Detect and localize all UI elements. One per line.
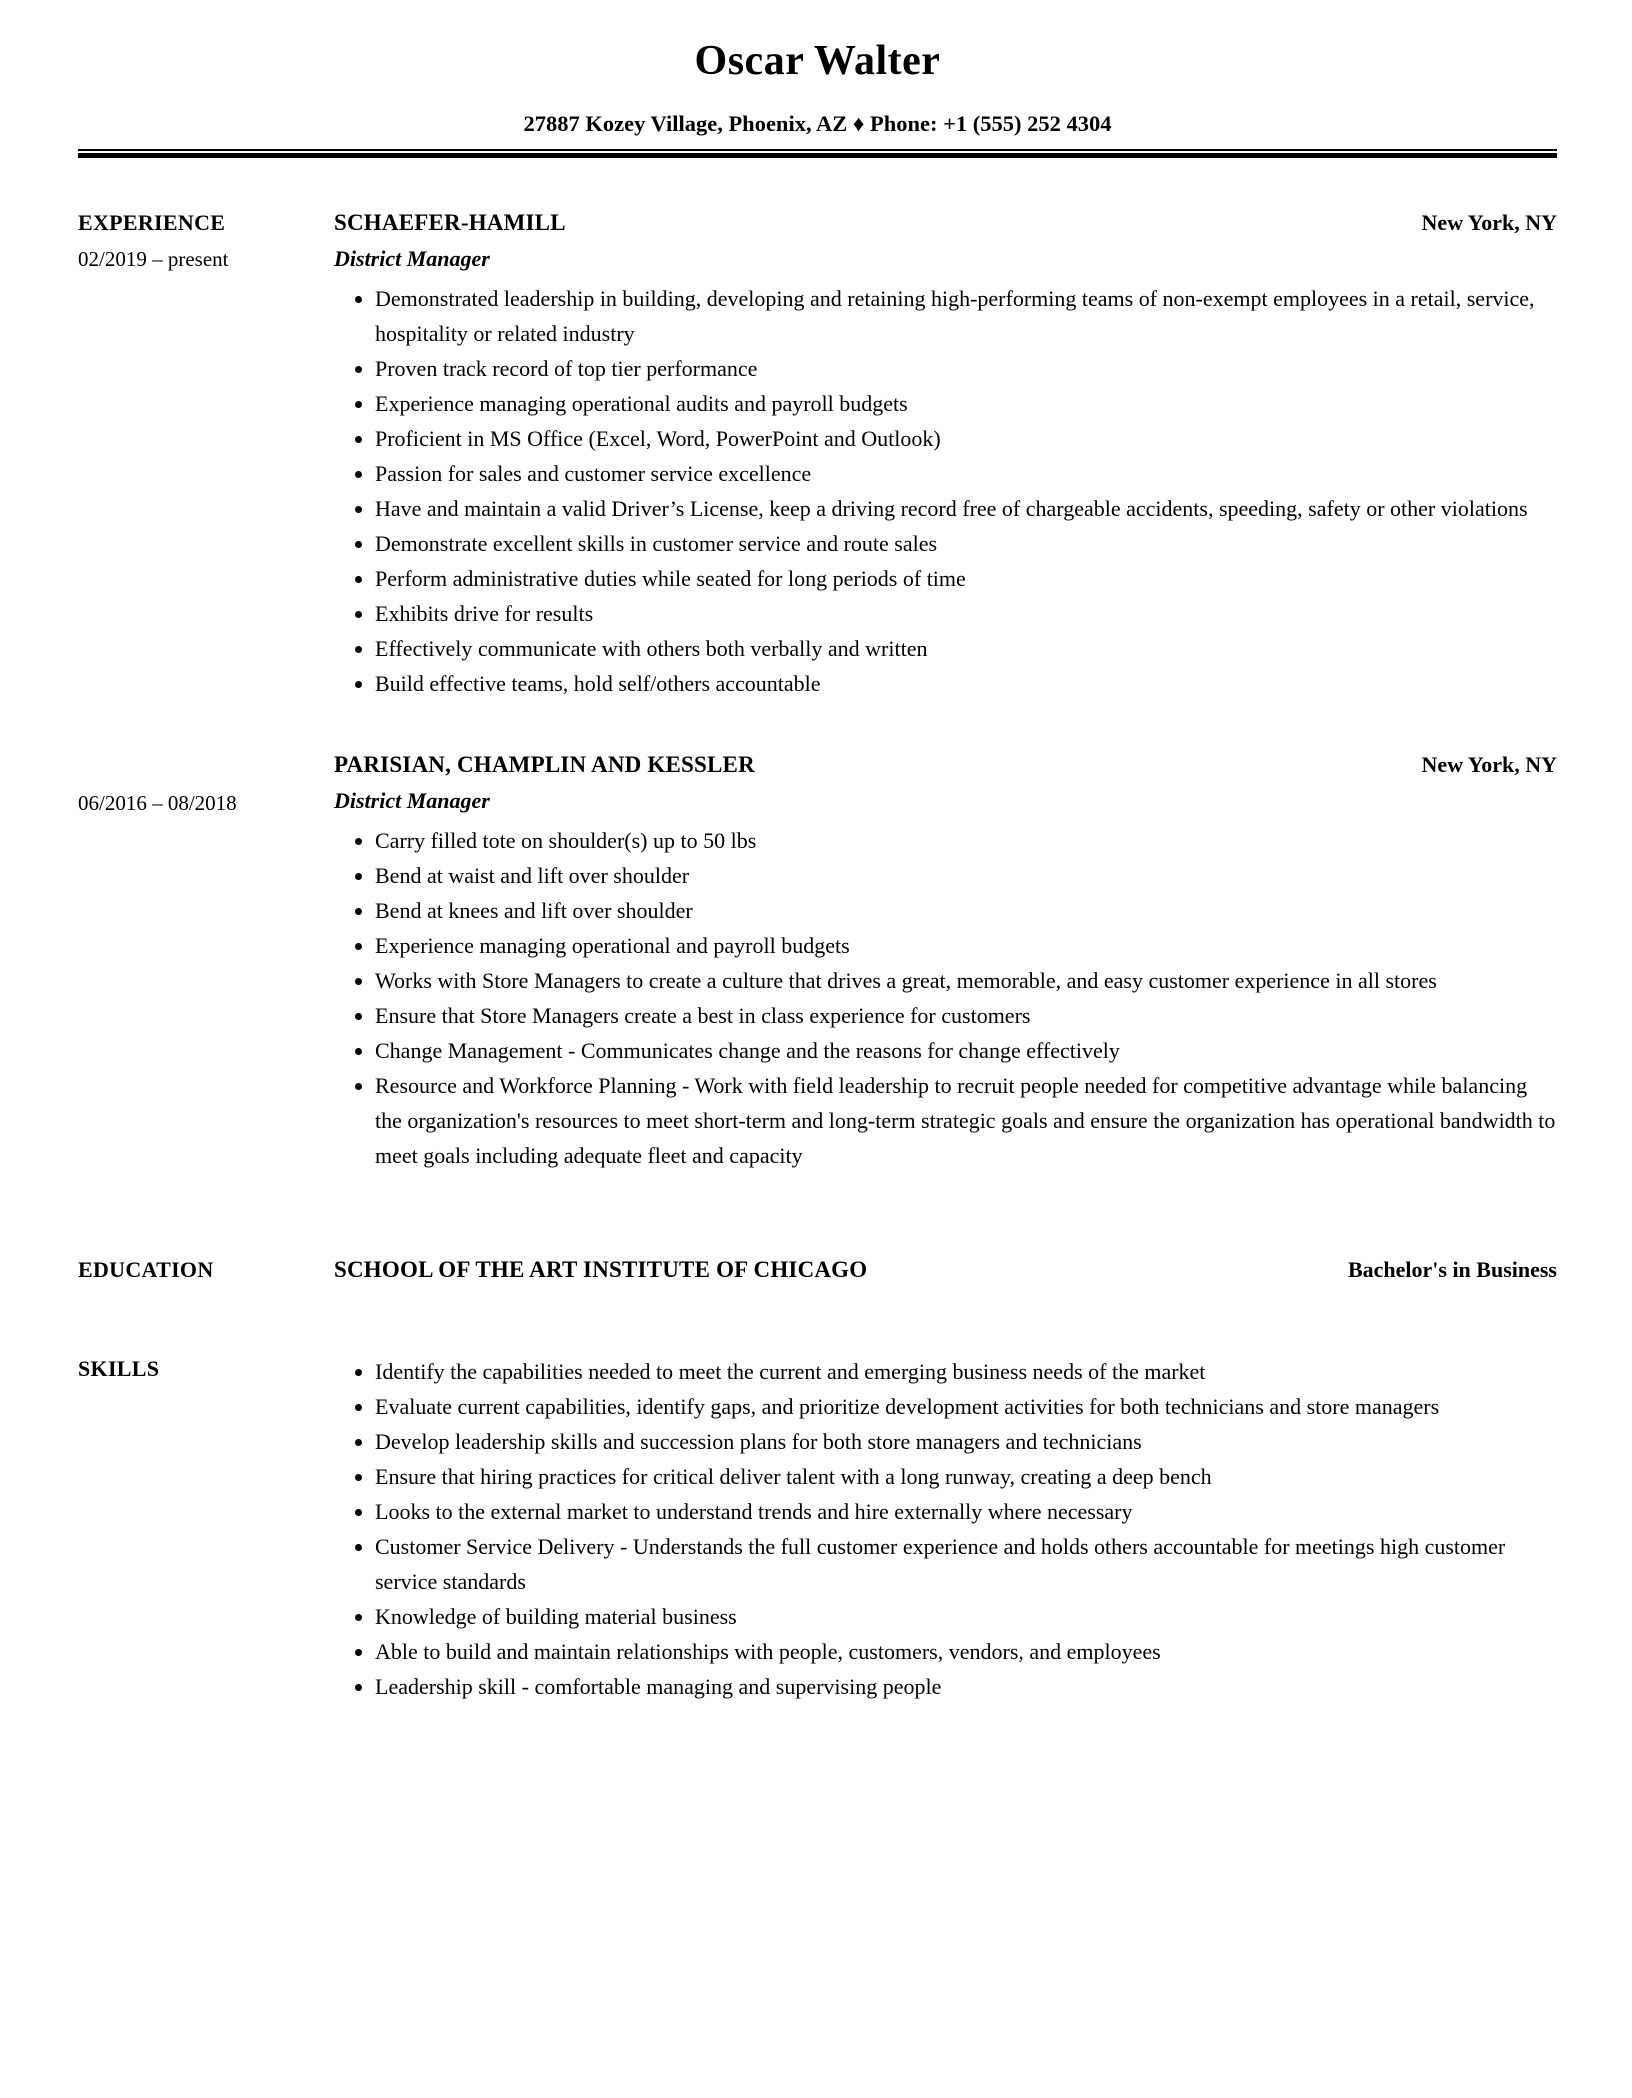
job1-bullet: • Perform administrative duties while seated for long periods of time [375, 561, 1557, 596]
job2-bullet: • Bend at knees and lift over shoulder [375, 893, 1557, 928]
skills-bullet: • Develop leadership skills and succession plans for both store managers and technicians [375, 1424, 1557, 1459]
job2-bullet: • Resource and Workforce Planning - Work with field leadership to recruit people needed for competitive advantage while balancing the organization's resources to meet short-term and long-term strategic goals and ensure the organization has operational bandwidth to meet goals including adequate fleet and capacity [375, 1068, 1557, 1173]
skills-left-column [78, 1354, 334, 1704]
job1-bullet: • Build effective teams, hold self/others accountable [375, 666, 1557, 701]
skills-section [78, 1354, 1557, 1704]
job1-bullet-list [334, 281, 1557, 701]
job2-bullet: • Ensure that Store Managers create a best in class experience for customers [375, 998, 1557, 1033]
job2-location: New York, NY [1421, 752, 1557, 777]
job2-bullet: • Bend at waist and lift over shoulder [375, 858, 1557, 893]
job2-company: PARISIAN, CHAMPLIN AND KESSLER [334, 752, 755, 777]
job2-bullet-list [334, 823, 1557, 1173]
skills-bullet-list [334, 1354, 1557, 1704]
skills-bullet: • Customer Service Delivery - Understands the full customer experience and holds others accountable for meetings high customer service standards [375, 1529, 1557, 1599]
education-row [334, 1255, 1557, 1285]
job2-bullet: • Carry filled tote on shoulder(s) up to 50 lbs [375, 823, 1557, 858]
job1-bullet: • Demonstrated leadership in building, developing and retaining high-performing teams of non-exempt employees in a retail, service, hospitality or related industry [375, 281, 1557, 351]
skills-section-label: SKILLS [78, 1356, 160, 1381]
education-school: SCHOOL OF THE ART INSTITUTE OF CHICAGO [334, 1257, 868, 1282]
candidate-name: Oscar Walter [694, 38, 941, 84]
job1-dates: 02/2019 – present [78, 247, 229, 271]
job1-bullet: • Passion for sales and customer service excellence [375, 456, 1557, 491]
job1-bullet: • Demonstrate excellent skills in customer service and route sales [375, 526, 1557, 561]
header-divider [78, 149, 1557, 158]
job1-bullet: • Have and maintain a valid Driver’s License, keep a driving record free of chargeable accidents, speeding, safety or other violations [375, 491, 1557, 526]
education-section [78, 1255, 1557, 1285]
job1-bullet: • Proficient in MS Office (Excel, Word, PowerPoint and Outlook) [375, 421, 1557, 456]
experience-section-label: EXPERIENCE [78, 210, 226, 235]
experience-job2-row [78, 750, 1557, 1173]
skills-bullet: • Evaluate current capabilities, identify gaps, and prioritize development activities for both technicians and store managers [375, 1389, 1557, 1424]
job1-block [334, 208, 1557, 701]
skills-block [334, 1354, 1557, 1704]
job2-header [334, 750, 1557, 780]
job1-location: New York, NY [1421, 210, 1557, 235]
job2-left-column [78, 750, 334, 1173]
job2-dates: 06/2016 – 08/2018 [78, 791, 237, 815]
skills-bullet: • Able to build and maintain relationships with people, customers, vendors, and employees [375, 1634, 1557, 1669]
job2-block [334, 750, 1557, 1173]
job1-bullet: • Exhibits drive for results [375, 596, 1557, 631]
skills-bullet: • Looks to the external market to understand trends and hire externally where necessary [375, 1494, 1557, 1529]
job2-title: District Manager [334, 788, 490, 813]
education-degree: Bachelor's in Business [1347, 1257, 1557, 1282]
job1-title: District Manager [334, 246, 490, 271]
education-left-column [78, 1255, 334, 1285]
education-section-label: EDUCATION [78, 1257, 214, 1282]
job2-bullet: • Experience managing operational and payroll budgets [375, 928, 1557, 963]
skills-bullet: • Knowledge of building material business [375, 1599, 1557, 1634]
job1-bullet: • Effectively communicate with others both verbally and written [375, 631, 1557, 666]
job2-bullet: • Works with Store Managers to create a culture that drives a great, memorable, and easy customer experience in all stores [375, 963, 1557, 998]
skills-bullet: • Identify the capabilities needed to meet the current and emerging business needs of the market [375, 1354, 1557, 1389]
resume-header [78, 36, 1557, 158]
job1-bullet: • Proven track record of top tier performance [375, 351, 1557, 386]
job1-header [334, 208, 1557, 238]
contact-line: 27887 Kozey Village, Phoenix, AZ ♦ Phone: +1 (555) 252 4304 [523, 111, 1112, 136]
experience-section [78, 208, 1557, 701]
skills-bullet: • Ensure that hiring practices for critical deliver talent with a long runway, creating a deep bench [375, 1459, 1557, 1494]
job1-bullet: • Experience managing operational audits and payroll budgets [375, 386, 1557, 421]
skills-bullet: • Leadership skill - comfortable managing and supervising people [375, 1669, 1557, 1704]
experience-left-column [78, 208, 334, 701]
job2-bullet: • Change Management - Communicates change and the reasons for change effectively [375, 1033, 1557, 1068]
job1-company: SCHAEFER-HAMILL [334, 210, 566, 235]
